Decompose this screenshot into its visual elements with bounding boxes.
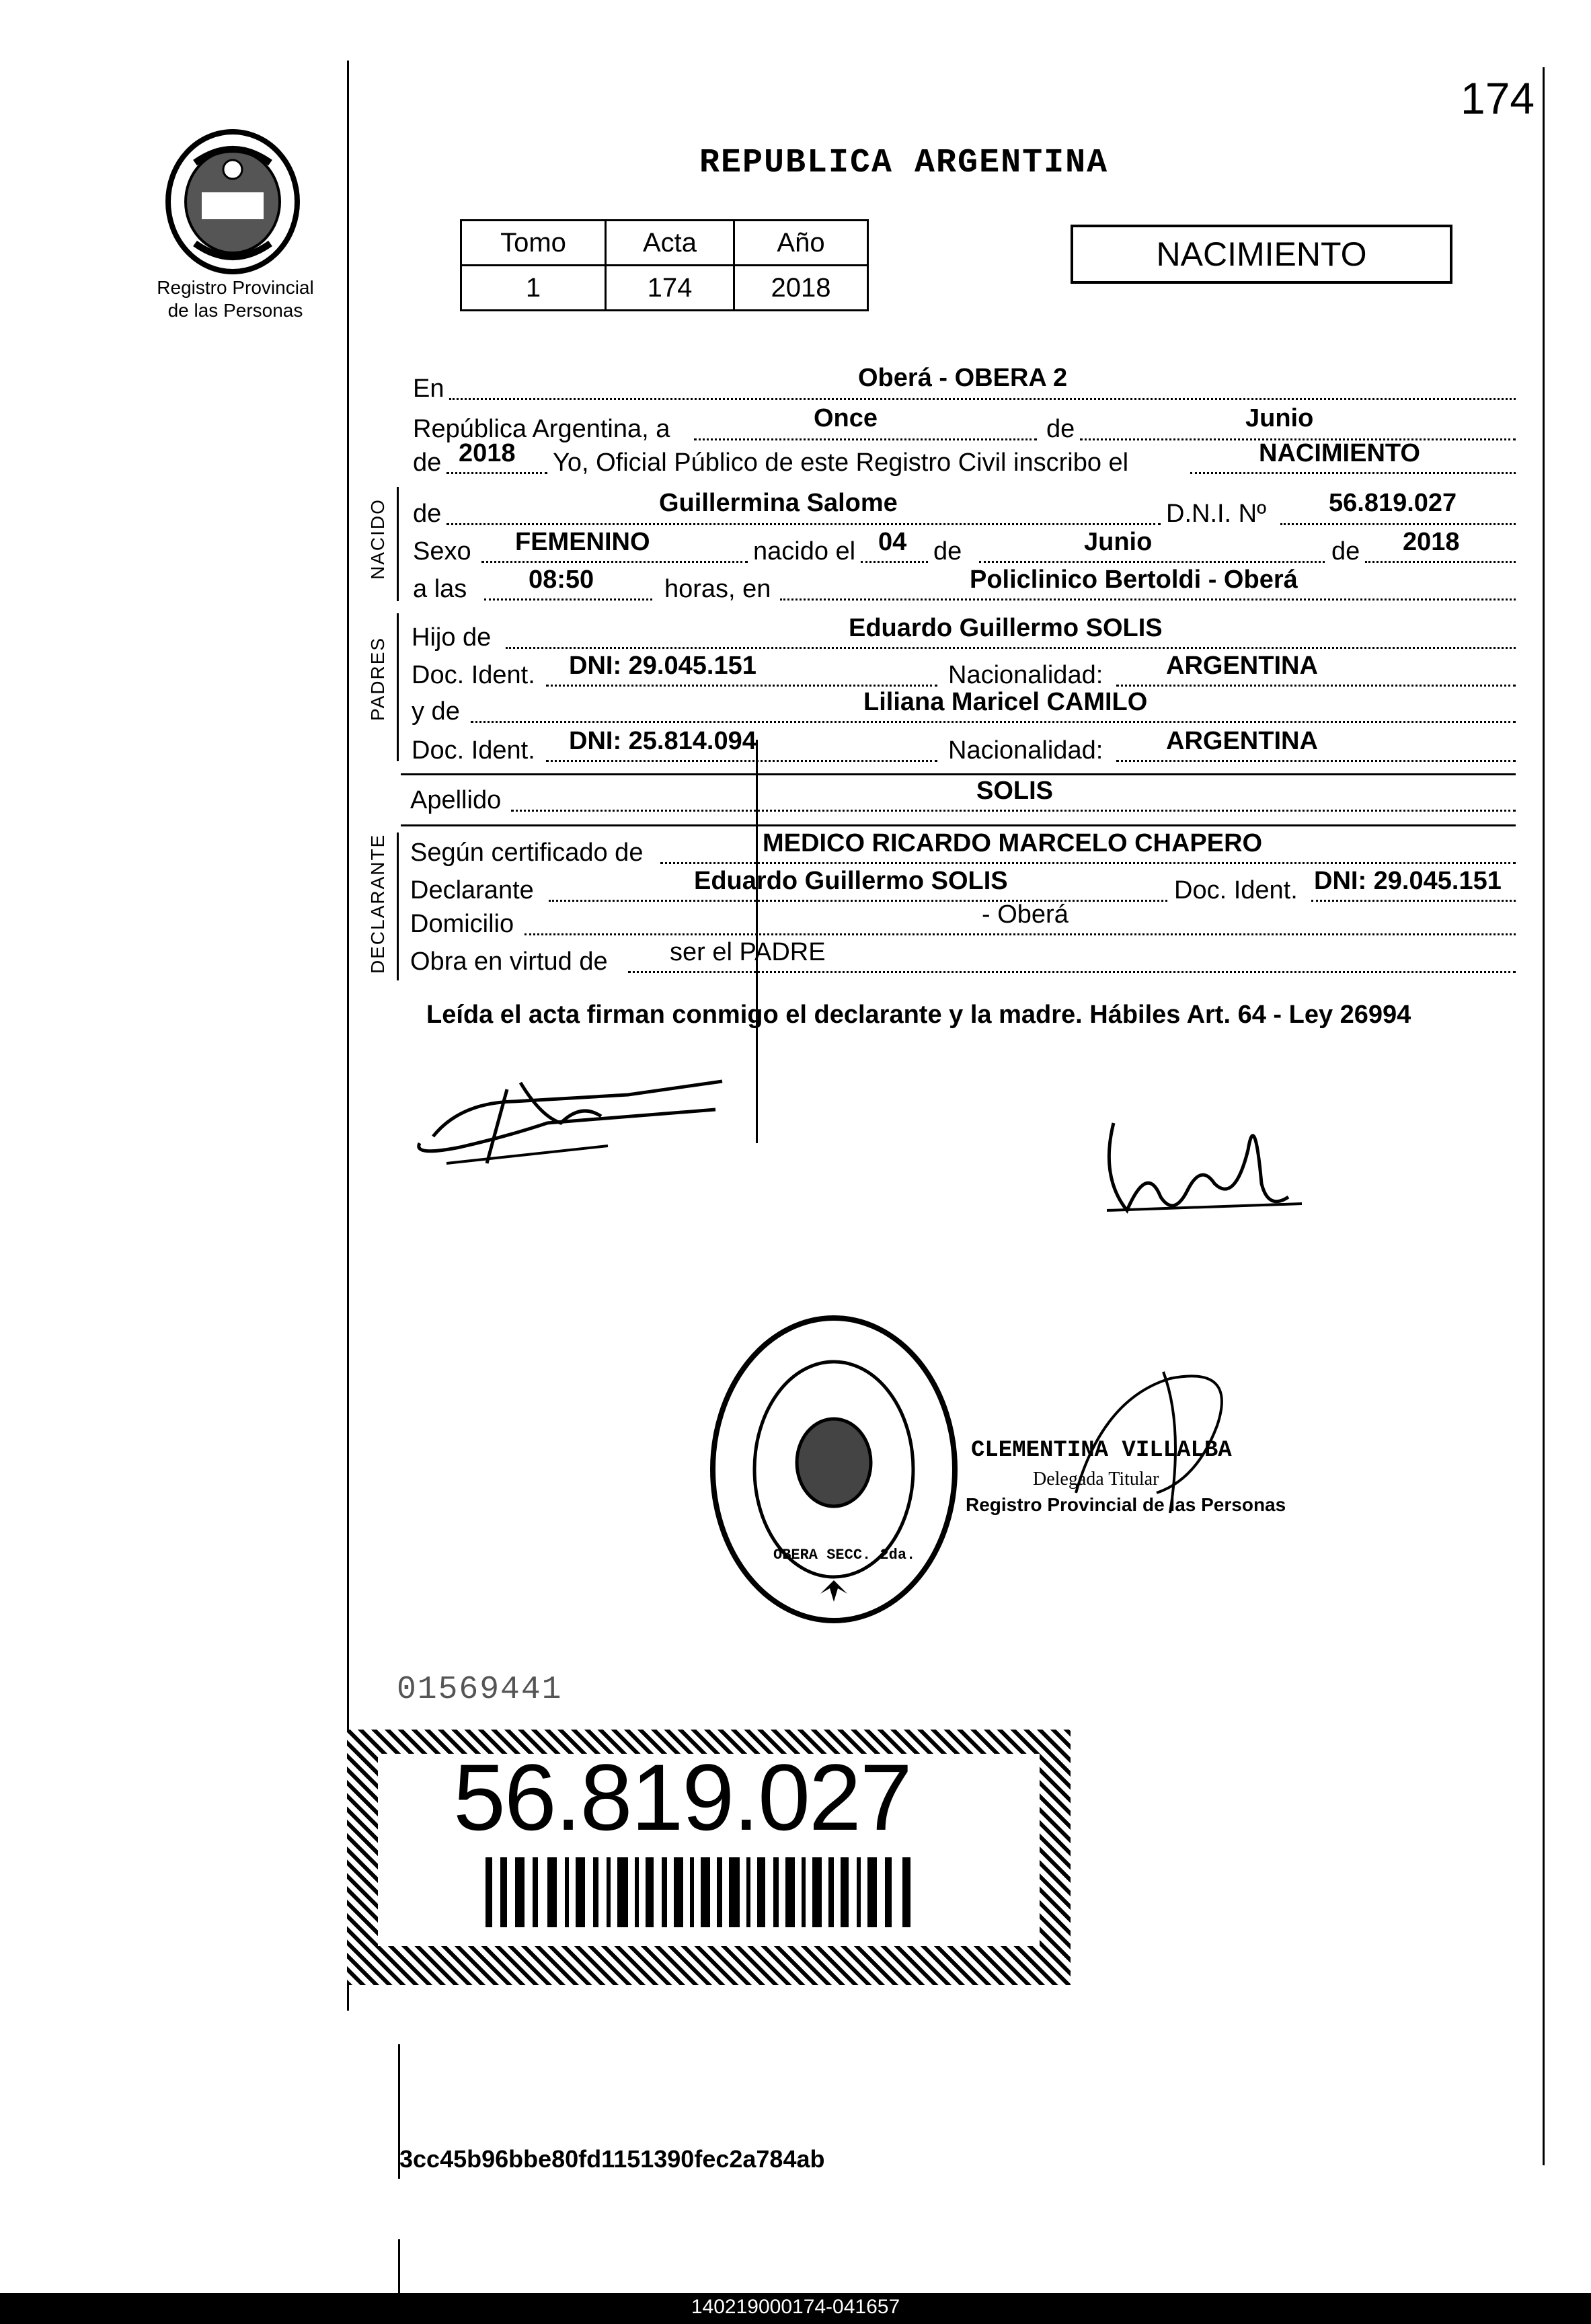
closing-text: Leída el acta firman conmigo el declarante y la madre. Hábiles Art. 64 - Ley 26994	[426, 1001, 1411, 1029]
table-header-acta: Acta	[606, 221, 734, 266]
table-header-tomo: Tomo	[461, 221, 606, 266]
value-mes: Junio	[1245, 404, 1314, 432]
value-sexo: FEMENINO	[515, 528, 650, 556]
page-title: REPUBLICA ARGENTINA	[699, 144, 1109, 182]
label-doc-ident: Doc. Ident.	[412, 661, 535, 689]
document-hash: 3cc45b96bbe80fd1151390fec2a784ab	[399, 2145, 825, 2173]
label-de-5: de	[1331, 537, 1360, 566]
value-padre: Eduardo Guillermo SOLIS	[849, 614, 1163, 642]
value-madre-nac: ARGENTINA	[1166, 727, 1318, 755]
label-dni: D.N.I. Nº	[1166, 500, 1266, 528]
table-value-acta: 174	[606, 266, 734, 311]
value-certificado: MEDICO RICARDO MARCELO CHAPERO	[763, 829, 1263, 857]
value-dia-nac: 04	[878, 528, 907, 556]
label-de-4: de	[933, 537, 962, 566]
declarant-signature	[406, 1062, 742, 1177]
logo-caption-1: Registro Provincial	[157, 277, 314, 298]
value-mes-nac: Junio	[1084, 528, 1153, 556]
label-en: En	[413, 375, 444, 403]
section-label-nacido: NACIDO	[367, 498, 388, 580]
record-table	[460, 219, 869, 311]
label-apellido: Apellido	[410, 786, 502, 814]
table-header-anio: Año	[734, 221, 868, 266]
value-padre-doc: DNI: 29.045.151	[569, 652, 756, 680]
officer-signature	[1062, 1358, 1264, 1520]
page-number: 174	[1461, 73, 1535, 123]
label-doc-ident-2: Doc. Ident.	[412, 736, 535, 765]
label-sexo: Sexo	[413, 537, 471, 566]
record-type-box: NACIMIENTO	[1071, 225, 1452, 284]
label-doc-ident-3: Doc. Ident.	[1174, 876, 1298, 904]
section-divider-padres	[397, 613, 399, 761]
value-padre-nac: ARGENTINA	[1166, 652, 1318, 680]
logo-caption-2: de las Personas	[167, 300, 303, 321]
value-dia: Once	[814, 404, 878, 432]
label-obra: Obra en virtud de	[410, 947, 608, 976]
value-declarante: Eduardo Guillermo SOLIS	[694, 867, 1008, 895]
label-de-2: de	[413, 449, 442, 477]
stamp-ring-text: DELEGACION DEL REGISTRO PROVINCIAL DE LAS PERSONAS	[706, 1633, 971, 1657]
label-hijo-de: Hijo de	[412, 623, 492, 652]
value-tipo: NACIMIENTO	[1259, 439, 1420, 467]
section-divider-declarante	[397, 832, 399, 980]
value-anio: 2018	[459, 439, 516, 467]
table-value-tomo: 1	[461, 266, 606, 311]
value-lugar-nac: Policlinico Bertoldi - Oberá	[970, 566, 1298, 594]
label-declarante: Declarante	[410, 876, 534, 904]
value-dni: 56.819.027	[1329, 489, 1457, 517]
value-declarante-doc: DNI: 29.045.151	[1314, 867, 1502, 895]
label-de-3: de	[413, 500, 442, 528]
officer-name: CLEMENTINA VILLALBA	[971, 1438, 1232, 1463]
label-horas-en: horas, en	[664, 575, 771, 603]
value-nombre: Guillermina Salome	[659, 489, 898, 517]
province-logo	[155, 122, 311, 277]
official-stamp	[706, 1311, 962, 1627]
label-yo: Yo, Oficial Público de este Registro Civil inscribo el	[553, 449, 1129, 477]
divider-2	[401, 824, 1516, 826]
stamp-inner-text: OBERA SECC. 2da.	[773, 1547, 916, 1563]
label-nacionalidad: Nacionalidad:	[948, 661, 1103, 689]
value-anio-nac: 2018	[1403, 528, 1460, 556]
label-nacido-el: nacido el	[753, 537, 856, 566]
barcode-number: 56.819.027	[453, 1744, 911, 1850]
section-label-declarante: DECLARANTE	[367, 833, 388, 974]
barcode	[486, 1857, 916, 1927]
value-hora: 08:50	[529, 566, 594, 594]
officer-title: Delegada Titular	[1033, 1469, 1159, 1489]
label-domicilio: Domicilio	[410, 910, 514, 938]
footer-code: 140219000174-041657	[691, 2296, 900, 2318]
section-divider-nacido	[397, 487, 399, 601]
label-a-las: a las	[413, 575, 467, 603]
label-segun: Según certificado de	[410, 839, 644, 867]
table-value-anio: 2018	[734, 266, 868, 311]
value-obra: ser el PADRE	[670, 938, 826, 966]
serial-number: 01569441	[397, 1672, 563, 1708]
label-de-1: de	[1046, 415, 1075, 443]
value-madre: Liliana Maricel CAMILO	[863, 688, 1148, 716]
value-madre-doc: DNI: 25.814.094	[569, 727, 756, 755]
right-margin-line	[1543, 67, 1545, 2165]
label-republica: República Argentina, a	[413, 415, 670, 443]
value-lugar: Oberá - OBERA 2	[858, 364, 1068, 392]
value-apellido: SOLIS	[976, 777, 1054, 805]
label-nacionalidad-2: Nacionalidad:	[948, 736, 1103, 765]
divider-1	[401, 773, 1516, 775]
section-label-padres: PADRES	[367, 636, 388, 721]
left-margin-line	[347, 61, 349, 2011]
label-y-de: y de	[412, 697, 460, 726]
officer-office: Registro Provincial de las Personas	[966, 1494, 1286, 1515]
value-domicilio: - Oberá	[982, 900, 1069, 929]
mother-signature	[1087, 1083, 1329, 1231]
